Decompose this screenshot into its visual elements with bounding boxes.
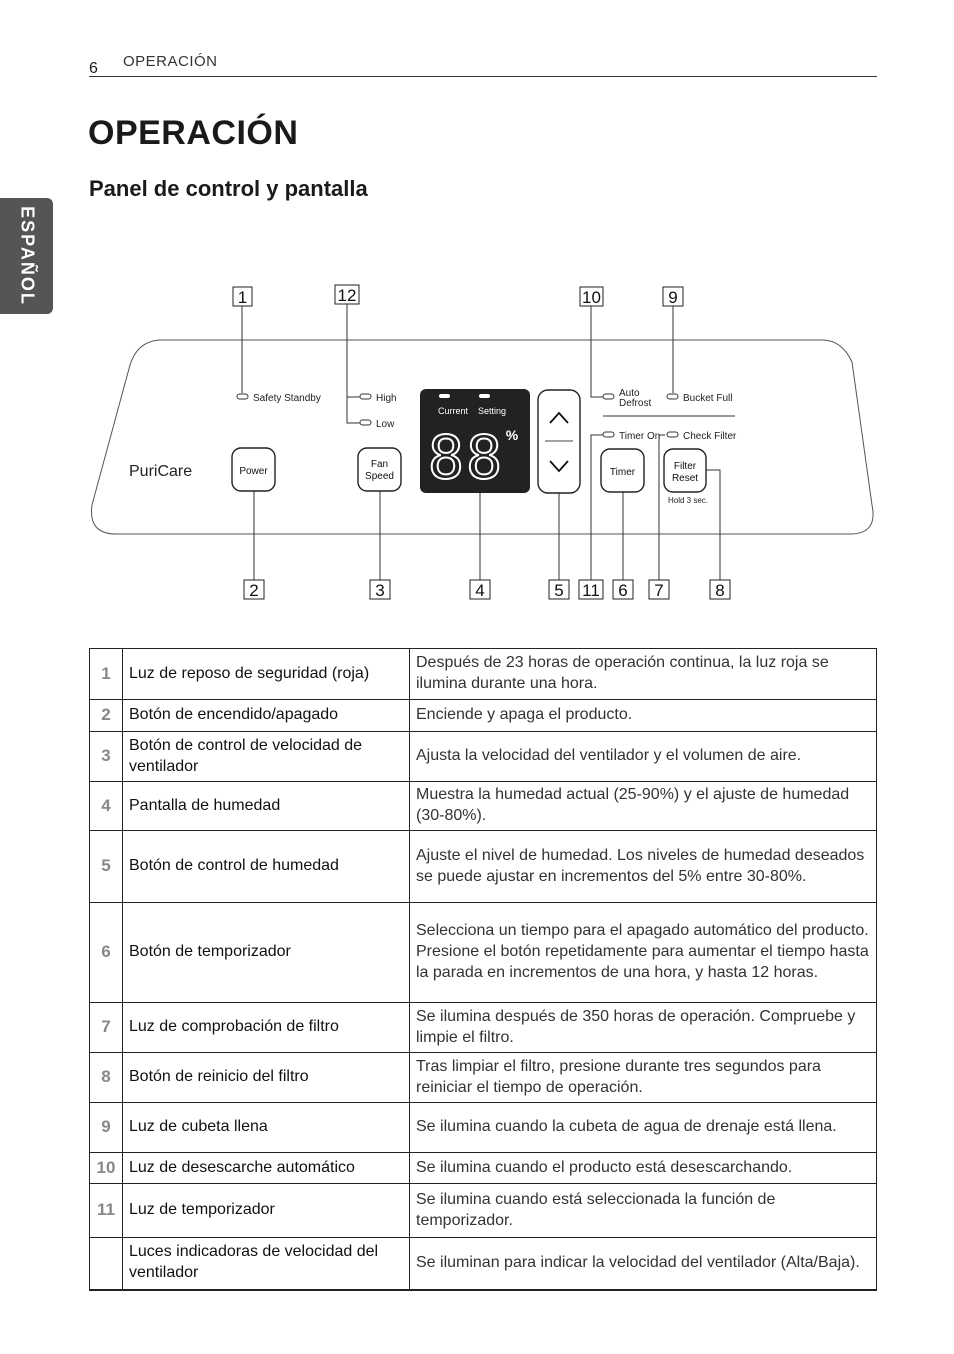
callout-1	[233, 287, 252, 307]
row-description: Se ilumina cuando el producto está desescarchando.	[410, 1153, 877, 1184]
timer-button[interactable]	[601, 449, 644, 492]
current-label: Current	[437, 406, 469, 416]
row-description: Se ilumina cuando está seleccionada la función de temporizador.	[410, 1184, 877, 1238]
current-display-led	[439, 394, 450, 398]
callout-8	[710, 580, 730, 600]
callout-6	[613, 580, 633, 600]
bucket-full-label: Bucket Full	[683, 393, 733, 404]
callout-12	[335, 285, 359, 305]
row-part-name: Botón de control de humedad	[123, 831, 410, 903]
humidity-digits: 88	[427, 423, 505, 493]
row-part-name: Luces indicadoras de velocidad del ventilador	[123, 1238, 410, 1290]
row-description: Muestra la humedad actual (25-90%) y el ajuste de humedad (30-80%).	[410, 782, 877, 831]
table-row	[90, 1103, 877, 1153]
row-number: 5	[90, 831, 123, 903]
filter-reset-label-line1: Filter	[673, 461, 697, 472]
header-section-name: OPERACIÓN	[123, 53, 218, 70]
auto-defrost-led	[603, 394, 614, 399]
row-number: 8	[90, 1053, 123, 1103]
table-row	[90, 1053, 877, 1103]
row-description: Se iluminan para indicar la velocidad del ventilador (Alta/Baja).	[410, 1238, 877, 1290]
row-part-name: Botón de control de velocidad de ventilador	[123, 732, 410, 782]
row-part-name: Luz de reposo de seguridad (roja)	[123, 649, 410, 700]
callout-5	[549, 580, 569, 600]
hold-note: Hold 3 sec.	[668, 496, 709, 505]
row-number: 9	[90, 1103, 123, 1153]
table-row	[90, 1153, 877, 1184]
section-subtitle: Panel de control y pantalla	[89, 176, 368, 201]
callout-6-label: 6	[618, 581, 628, 600]
bucket-full-led	[667, 394, 678, 399]
auto-defrost-label-line1: Auto	[619, 388, 640, 399]
row-number: 3	[90, 732, 123, 782]
row-number: 11	[90, 1184, 123, 1238]
callout-4-label: 4	[475, 581, 485, 600]
callout-8-label: 8	[715, 581, 725, 600]
row-number: 6	[90, 903, 123, 1003]
brand-logo: PuriCare	[129, 463, 193, 480]
fan-speed-label-line1: Fan	[370, 459, 389, 470]
percent-unit: %	[505, 427, 519, 443]
setting-display-led	[479, 394, 490, 398]
callout-4	[470, 580, 490, 600]
power-button[interactable]	[232, 448, 275, 491]
row-part-name: Luz de temporizador	[123, 1184, 410, 1238]
power-button-label: Power	[239, 466, 268, 477]
timer-on-label: Timer On	[619, 431, 661, 442]
auto-defrost-label-line2: Defrost	[619, 398, 652, 409]
low-label: Low	[376, 419, 395, 430]
callout-5-label: 5	[554, 581, 564, 600]
callout-9	[663, 287, 683, 307]
control-panel-diagram	[0, 270, 954, 620]
callout-2-label: 2	[249, 581, 259, 600]
check-filter-label: Check Filter	[683, 431, 737, 442]
row-number: 7	[90, 1003, 123, 1053]
row-number: 4	[90, 782, 123, 831]
high-label: High	[376, 393, 397, 404]
callout-9-label: 9	[668, 288, 678, 307]
callout-10	[580, 287, 603, 307]
high-led	[360, 394, 371, 399]
timer-on-led	[603, 432, 614, 437]
safety-standby-label: Safety Standby	[253, 393, 321, 404]
row-part-name: Botón de encendido/apagado	[123, 700, 410, 732]
callout-7-label: 7	[654, 581, 664, 600]
row-description: Ajusta la velocidad del ventilador y el volumen de aire.	[410, 732, 877, 782]
row-number: 10	[90, 1153, 123, 1184]
table-row	[90, 903, 877, 1003]
row-part-name: Botón de reinicio del filtro	[123, 1053, 410, 1103]
row-part-name: Luz de comprobación de filtro	[123, 1003, 410, 1053]
fan-speed-label-line2: Speed	[365, 471, 394, 482]
page-number: 6	[89, 60, 98, 77]
fan-speed-button[interactable]	[358, 448, 401, 491]
row-description: Tras limpiar el filtro, presione durante tres segundos para reiniciar el tiempo de operación.	[410, 1053, 877, 1103]
row-number: 2	[90, 700, 123, 732]
table-row	[90, 782, 877, 831]
table-row	[90, 1003, 877, 1053]
safety-standby-led	[237, 394, 248, 399]
humidity-control-button[interactable]	[538, 390, 580, 493]
row-description: Se ilumina cuando la cubeta de agua de drenaje está llena.	[410, 1103, 877, 1153]
row-part-name: Botón de temporizador	[123, 903, 410, 1003]
callout-1-label: 1	[237, 288, 248, 307]
callout-2	[244, 580, 264, 600]
row-part-name: Luz de desescarche automático	[123, 1153, 410, 1184]
row-description: Selecciona un tiempo para el apagado automático del producto. Presione el botón repetidamente para aumentar el tiempo hasta la parada en incrementos de una hora, y hasta 12 horas.	[410, 903, 877, 1003]
table-row	[90, 831, 877, 903]
table-row	[90, 732, 877, 782]
filter-reset-label-line2: Reset	[671, 473, 699, 484]
callout-10-label: 10	[582, 288, 601, 307]
table-row	[90, 700, 877, 732]
callout-7	[649, 580, 669, 600]
low-led	[360, 420, 371, 425]
setting-label: Setting	[477, 406, 507, 416]
language-label: ESPAÑOL	[17, 206, 37, 306]
table-row	[90, 1238, 877, 1290]
table-row	[90, 649, 877, 700]
callout-11-label: 11	[582, 581, 600, 600]
row-number: 1	[90, 649, 123, 700]
callout-3-label: 3	[375, 581, 385, 600]
callout-3	[370, 580, 390, 600]
table-row	[90, 1184, 877, 1238]
timer-button-label: Timer	[609, 467, 636, 478]
parts-description-table	[89, 648, 877, 1291]
filter-reset-button[interactable]	[664, 449, 706, 492]
row-part-name: Pantalla de humedad	[123, 782, 410, 831]
callout-12-label: 12	[337, 286, 357, 305]
check-filter-led	[667, 432, 678, 437]
callout-11	[579, 580, 603, 600]
page-title: OPERACIÓN	[88, 114, 299, 152]
row-number	[90, 1238, 123, 1290]
humidity-display	[420, 389, 530, 493]
row-description: Se ilumina después de 350 horas de operación. Compruebe y limpie el filtro.	[410, 1003, 877, 1053]
row-description: Ajuste el nivel de humedad. Los niveles de humedad deseados se puede ajustar en incrementos del 5% entre 30-80%.	[410, 831, 877, 903]
row-part-name: Luz de cubeta llena	[123, 1103, 410, 1153]
page-header	[89, 52, 877, 77]
row-description: Después de 23 horas de operación continua, la luz roja se ilumina durante una hora.	[410, 649, 877, 700]
row-description: Enciende y apaga el producto.	[410, 700, 877, 732]
